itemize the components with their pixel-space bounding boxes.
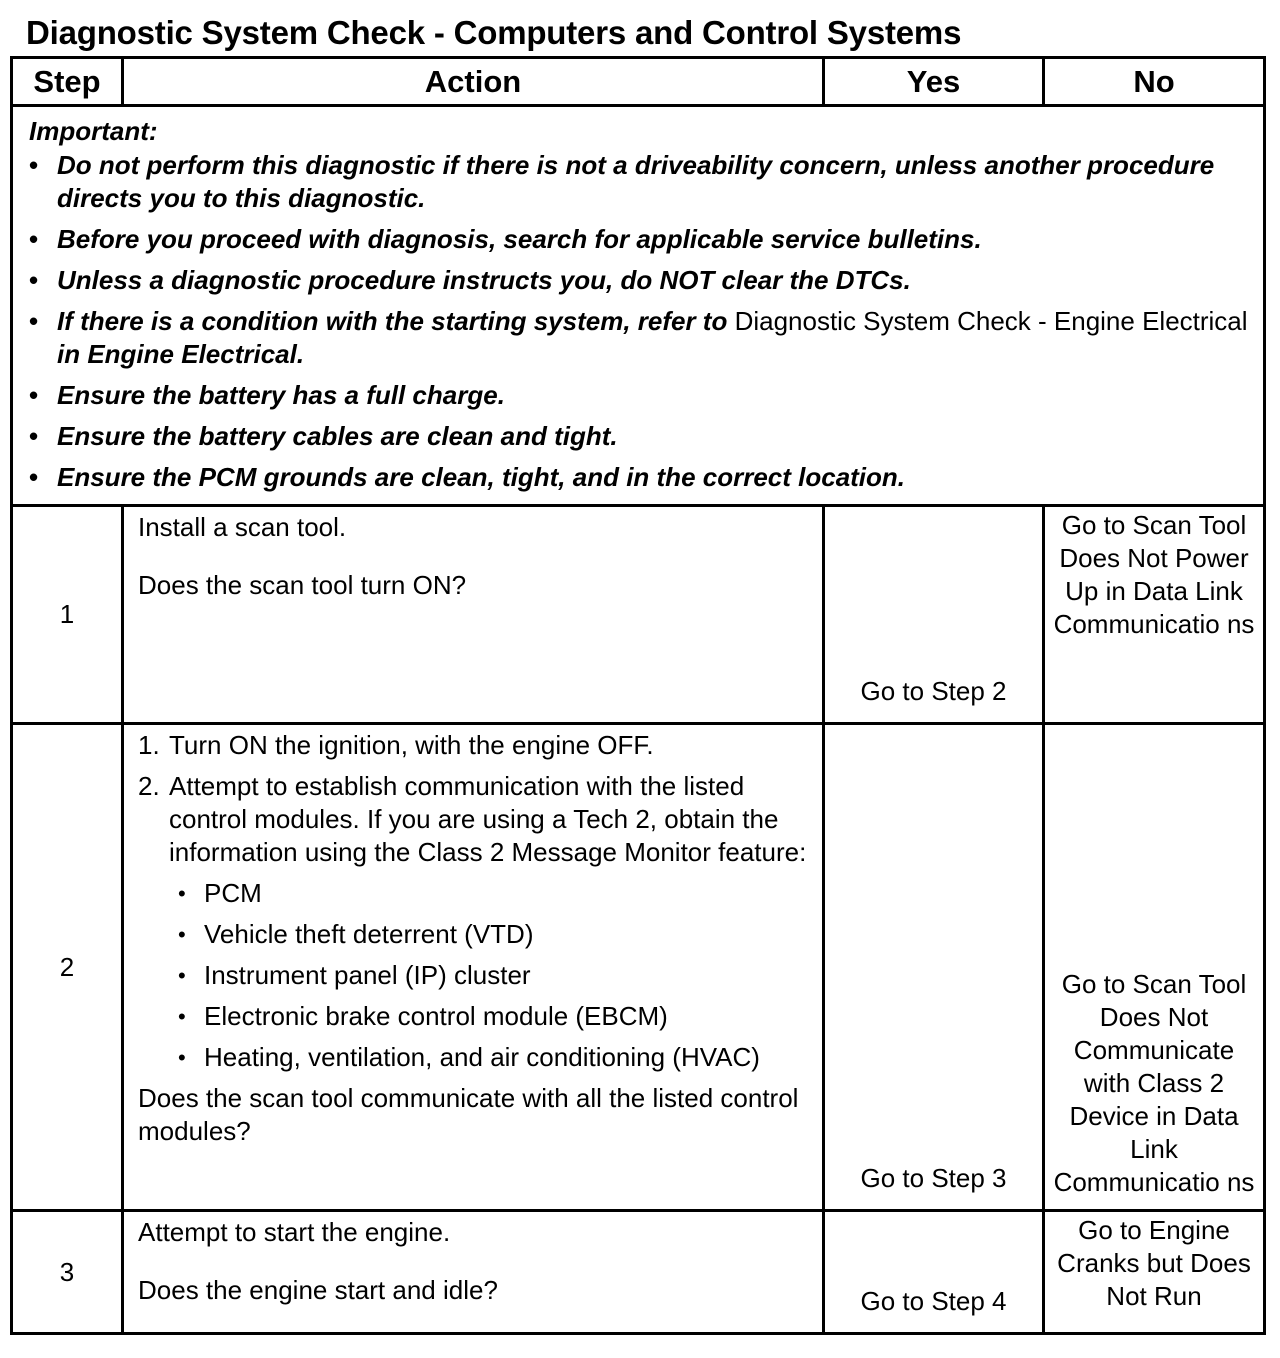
important-list — [27, 149, 1249, 494]
bullet-icon: • — [29, 150, 39, 180]
important-heading: Important: — [29, 116, 158, 146]
bullet-icon: • — [29, 462, 39, 492]
module-item: • Heating, ventilation, and air conditioning (HVAC) — [178, 1042, 760, 1072]
step-number: 2 — [12, 724, 123, 1211]
bullet-icon: • — [29, 265, 39, 295]
substep: 1. Turn ON the ignition, with the engine OFF. — [138, 730, 654, 760]
bullet-icon: • — [178, 922, 186, 947]
substep: 2. Attempt to establish communication with the listed control modules. If you are using a Tech 2, obtain the information using the Class 2 Message Monitor feature: — [138, 771, 807, 867]
bullet-icon: • — [178, 1004, 186, 1029]
important-item: • Unless a diagnostic procedure instructs you, do NOT clear the DTCs. — [29, 265, 911, 295]
step-no[interactable]: Go to Engine Cranks but Does Not Run — [1044, 1211, 1265, 1334]
substep-list — [138, 729, 808, 869]
module-item: • PCM — [178, 878, 262, 908]
step-yes[interactable]: Go to Step 4 — [824, 1211, 1044, 1334]
bullet-icon: • — [29, 421, 39, 451]
step-no[interactable]: Go to Scan Tool Does Not Power Up in Data Link Communicatio ns — [1044, 506, 1265, 724]
important-notes — [12, 106, 1265, 506]
step-yes[interactable]: Go to Step 2 — [824, 506, 1044, 724]
bullet-icon: • — [29, 306, 39, 336]
important-row — [12, 106, 1265, 506]
bullet-icon: • — [178, 881, 186, 906]
important-item: • If there is a condition with the starting system, refer to Diagnostic System Check - Engine Electrical in Engine Electrical. — [29, 306, 1248, 369]
header-step: Step — [12, 58, 123, 106]
page-title: Diagnostic System Check - Computers and Control Systems — [26, 14, 962, 51]
step-row-1 — [12, 506, 1265, 724]
step-row-3 — [12, 1211, 1265, 1334]
bullet-icon: • — [29, 224, 39, 254]
step-action — [123, 506, 824, 724]
important-item: • Ensure the PCM grounds are clean, tight, and in the correct location. — [29, 462, 906, 492]
module-item: • Vehicle theft deterrent (VTD) — [178, 919, 534, 949]
action-text: Attempt to start the engine. — [138, 1217, 451, 1247]
step-action — [123, 1211, 824, 1334]
engine-electrical-reference-link[interactable]: Diagnostic System Check - Engine Electrical — [734, 306, 1248, 336]
important-item: • Ensure the battery cables are clean and tight. — [29, 421, 618, 451]
step-yes[interactable]: Go to Step 3 — [824, 724, 1044, 1211]
step-no[interactable]: Go to Scan Tool Does Not Communicate with Class 2 Device in Data Link Communicatio ns — [1044, 724, 1265, 1211]
action-text: Install a scan tool. — [138, 512, 347, 542]
step-number: 1 — [12, 506, 123, 724]
important-item: • Ensure the battery has a full charge. — [29, 380, 505, 410]
step-row-2 — [12, 724, 1265, 1211]
bullet-icon: • — [178, 1045, 186, 1070]
action-question: Does the engine start and idle? — [138, 1275, 498, 1305]
header-yes: Yes — [824, 58, 1044, 106]
module-item: • Electronic brake control module (EBCM) — [178, 1001, 668, 1031]
step-number: 3 — [12, 1211, 123, 1334]
header-row — [12, 58, 1265, 106]
header-no: No — [1044, 58, 1265, 106]
module-list — [138, 877, 808, 1074]
bullet-icon: • — [178, 963, 186, 988]
diagnostic-table — [10, 56, 1266, 1335]
bullet-icon: • — [29, 380, 39, 410]
important-item: • Before you proceed with diagnosis, search for applicable service bulletins. — [29, 224, 982, 254]
important-item: • Do not perform this diagnostic if there is not a driveability concern, unless another procedure directs you to this diagnostic. — [29, 150, 1215, 213]
module-item: • Instrument panel (IP) cluster — [178, 960, 531, 990]
step-action — [123, 724, 824, 1211]
header-action: Action — [123, 58, 824, 106]
action-question: Does the scan tool turn ON? — [138, 570, 467, 600]
action-question: Does the scan tool communicate with all the listed control modules? — [138, 1083, 799, 1146]
